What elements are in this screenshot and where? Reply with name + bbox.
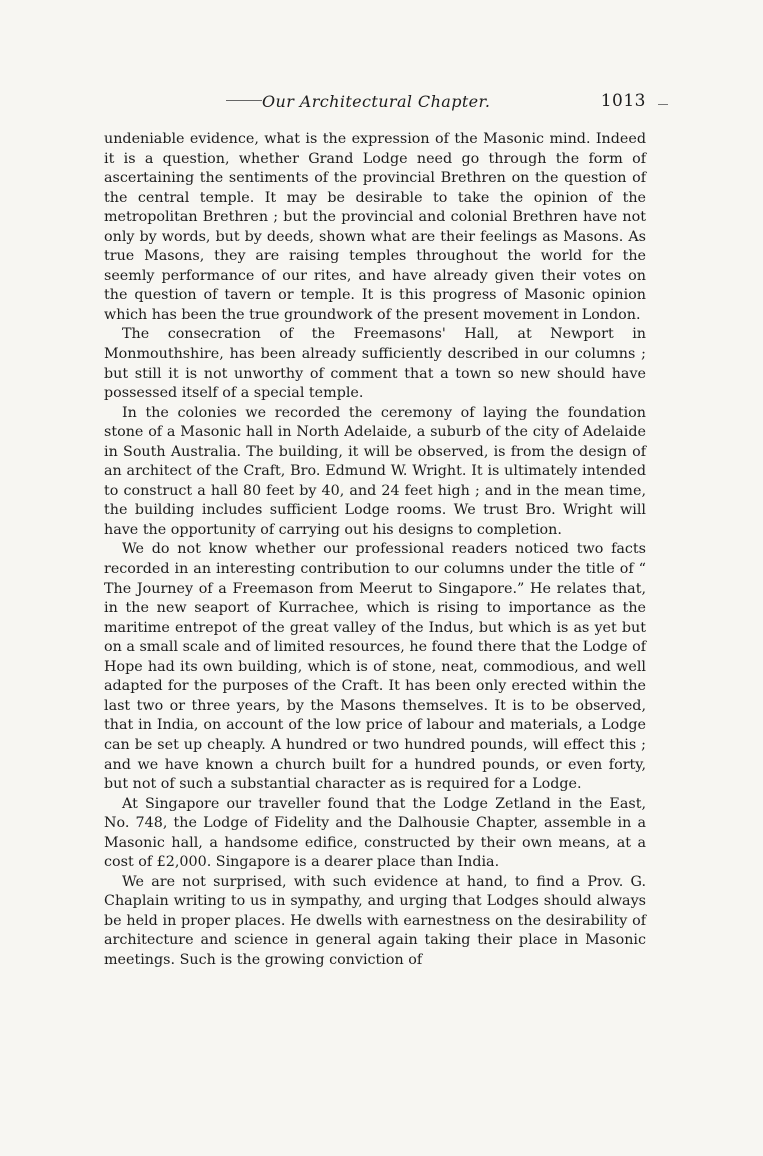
paragraph-6: We are not surprised, with such evidence at hand, to find a Prov. G. Chaplain writing to us in sympathy, and urging that Lodges should always be held in proper places. He dwells with earnestness on the desirability of architecture and science in general again taking their place in Masonic meetings. Such is the growing conviction of [104, 873, 646, 968]
paragraph-2: The consecration of the Freemasons' Hall, at Newport in Monmouthshire, has been already sufficiently described in our columns ; but still it is not unworthy of comment that a town so new should have possessed itself of a special temple. [104, 326, 646, 402]
paragraph-3: In the colonies we recorded the ceremony of laying the foundation stone of a Masonic hall in North Adelaide, a suburb of the city of Adelaide in South Australia. The building, it will be observed, is from the design of an architect of the Craft, Bro. Edmund W. Wright. It is ultimately intended to construct a hall 80 feet by 40, and 24 feet high ; and in the mean time, the building includes sufficient Lodge rooms. We trust Bro. Wright will have the opportunity of carrying out his designs to completion. [104, 404, 646, 538]
paragraph-5: At Singapore our traveller found that the Lodge Zetland in the East, No. 748, the Lodge of Fidelity and the Dalhousie Chapter, assemble in a Masonic hall, a handsome edifice, constructed by their own means, at a cost of £2,000. Singapore is a dearer place than India. [104, 795, 646, 871]
paragraph-1: undeniable evidence, what is the expression of the Masonic mind. Indeed it is a question, whether Grand Lodge need go through the form of ascertaining the sentiments of the provincial Brethren on the question of the central temple. It may be desirable to take the opinion of the metropolitan Brethren ; but the provincial and colonial Brethren have not only by words, but by deeds, shown what are their feelings as Masons. As true Masons, they are raising temples throughout the world for the seemly performance of our rites, and have already given their votes on the question of tavern or temple. It is this progress of Masonic opinion which has been the true groundwork of the present movement in London. [104, 131, 646, 323]
margin-mark [658, 104, 668, 105]
page-header [104, 92, 646, 120]
paragraph-4: We do not know whether our professional readers noticed two facts recorded in an interesting contribution to our columns under the title of “ The Journey of a Freemason from Meerut to Singapore.” He relates that, in the new seaport of Kurrachee, which is rising to importance as the maritime entrepot of the great valley of the Indus, but which is as yet but on a small scale and of limited resources, he found there that the Lodge of Hope had its own building, which is of stone, neat, commodious, and well adapted for the purposes of the Craft. It has been only erected within the last two or three years, by the Masons themselves. It is to be observed, that in India, on account of the low price of labour and materials, a Lodge can be set up cheaply. A hundred or two hundred pounds, will effect this ; and we have known a church built for a hundred pounds, or even forty, but not of such a substantial character as is required for a Lodge. [104, 541, 646, 793]
page-number: 1013 [600, 91, 646, 111]
document-page [104, 92, 646, 971]
header-rule [226, 100, 262, 101]
running-title: Our Architectural Chapter. [262, 92, 491, 111]
article-body [104, 130, 646, 971]
